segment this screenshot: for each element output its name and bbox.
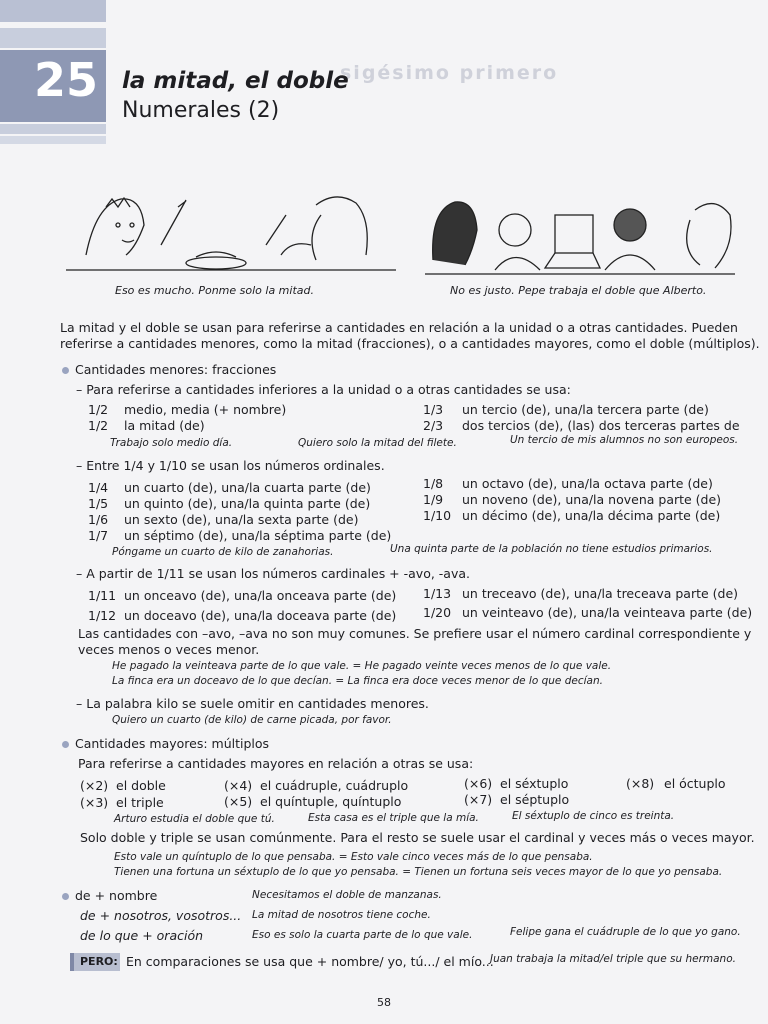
fraction-number: 1/8 [423, 476, 444, 491]
page-number: 58 [377, 996, 391, 1009]
show-through-text: sigésimo primero [340, 62, 559, 84]
unit-number: 25 [0, 50, 106, 122]
example: Tienen una fortuna un séxtuplo de lo que yo pensaba. = Tienen un fortuna seis veces mayor de lo que yo pensaba. [114, 866, 723, 878]
multiple-number: (×7) [464, 792, 493, 807]
header-decor-bar [0, 124, 106, 134]
multiple-text: el óctuplo [664, 776, 726, 791]
note: veces menos o veces menor. [78, 642, 260, 657]
example: Esta casa es el triple que la mía. [308, 812, 479, 824]
header-decor-bar [0, 28, 106, 48]
fraction-number: 1/6 [88, 512, 109, 527]
example: Esto vale un quíntuplo de lo que pensaba. = Esto vale cinco veces más de lo que pensaba. [114, 851, 593, 863]
section-multiplos [62, 736, 269, 752]
pero-text: En comparaciones se usa que + nombre/ yo, tú.../ el mío... [126, 954, 494, 969]
bullet-icon [62, 367, 69, 374]
fraction-text: dos tercios (de), (las) dos terceras partes de [462, 418, 740, 433]
example: Una quinta parte de la población no tiene estudios primarios. [390, 543, 713, 555]
example: Arturo estudia el doble que tú. [114, 813, 275, 825]
subheading: – Para referirse a cantidades inferiores a la unidad o a otras cantidades se usa: [76, 382, 571, 397]
fraction-number: 1/4 [88, 480, 109, 495]
subheading: – La palabra kilo se suele omitir en cantidades menores. [76, 696, 429, 711]
pero-example: Juan trabaja la mitad/el triple que su hermano. [490, 953, 736, 965]
example: Eso es solo la cuarta parte de lo que vale. [252, 929, 473, 941]
caption-right: No es justo. Pepe trabaja el doble que Alberto. [450, 284, 707, 297]
multiple-number: (×4) [224, 778, 253, 793]
fraction-number: 1/9 [423, 492, 444, 507]
subheading: Para referirse a cantidades mayores en relación a otras se usa: [78, 756, 474, 771]
multiple-number: (×3) [80, 795, 109, 810]
bullet-icon [62, 893, 69, 900]
illustration-restaurant [66, 185, 396, 280]
rule-oracion: de lo que + oración [80, 928, 204, 943]
example: El séxtuplo de cinco es treinta. [512, 810, 675, 822]
fraction-number: 1/2 [88, 402, 109, 417]
fraction-text: un cuarto (de), una/la cuarta parte (de) [124, 480, 371, 495]
example: Felipe gana el cuádruple de lo que yo gano. [510, 926, 741, 938]
fraction-text: un tercio (de), una/la tercera parte (de) [462, 402, 709, 417]
fraction-number: 1/20 [423, 605, 452, 620]
note: Solo doble y triple se usan comúnmente. Para el resto se suele usar el cardinal y veces más o veces mayor. [80, 830, 755, 845]
example: Póngame un cuarto de kilo de zanahorias. [112, 546, 334, 558]
section-fracciones [62, 362, 276, 378]
fraction-text: un octavo (de), una/la octava parte (de) [462, 476, 713, 491]
fraction-number: 1/2 [88, 418, 109, 433]
fraction-number: 1/13 [423, 586, 452, 601]
fraction-number: 2/3 [423, 418, 444, 433]
header-decor-bar [0, 136, 106, 144]
multiple-number: (×8) [626, 776, 655, 791]
multiple-number: (×2) [80, 778, 109, 793]
example: Quiero un cuarto (de kilo) de carne picada, por favor. [112, 714, 392, 726]
multiple-text: el séptuplo [500, 792, 570, 807]
multiple-text: el doble [116, 778, 166, 793]
fraction-text: un décimo (de), una/la décima parte (de) [462, 508, 721, 523]
fraction-text: un séptimo (de), una/la séptima parte (de) [124, 528, 392, 543]
fraction-text: un treceavo (de), una/la treceava parte (de) [462, 586, 739, 601]
rule-nombre [62, 888, 157, 904]
example: Quiero solo la mitad del filete. [298, 437, 457, 449]
fraction-number: 1/12 [88, 608, 117, 623]
pero-label: PERO: [70, 953, 120, 971]
example: La finca era un doceavo de lo que decían. = La finca era doce veces menor de lo que decían. [112, 675, 603, 687]
header-decor-bar [0, 0, 106, 22]
fraction-text: medio, media (+ nombre) [124, 402, 287, 417]
example: He pagado la veinteava parte de lo que vale. = He pagado veinte veces menos de lo que vale. [112, 660, 612, 672]
caption-left: Eso es mucho. Ponme solo la mitad. [115, 284, 314, 297]
fraction-text: un doceavo (de), una/la doceava parte (de) [124, 608, 397, 623]
bullet-icon [62, 741, 69, 748]
fraction-number: 1/5 [88, 496, 109, 511]
page-subtitle: Numerales (2) [122, 98, 280, 123]
multiple-text: el séxtuplo [500, 776, 569, 791]
intro-line: La mitad y el doble se usan para referirse a cantidades en relación a la unidad o a otras cantidades. Pueden [60, 320, 738, 335]
multiple-number: (×6) [464, 776, 493, 791]
multiple-number: (×5) [224, 794, 253, 809]
illustration-office [425, 190, 735, 280]
example: Un tercio de mis alumnos no son europeos. [510, 434, 739, 446]
subheading: – Entre 1/4 y 1/10 se usan los números ordinales. [76, 458, 385, 473]
page-title: la mitad, el doble [122, 68, 349, 94]
multiple-text: el quíntuple, quíntuplo [260, 794, 402, 809]
fraction-text: un noveno (de), una/la novena parte (de) [462, 492, 722, 507]
fraction-number: 1/10 [423, 508, 452, 523]
fraction-text: un quinto (de), una/la quinta parte (de) [124, 496, 371, 511]
fraction-number: 1/11 [88, 588, 117, 603]
note: Las cantidades con –avo, –ava no son muy comunes. Se prefiere usar el número cardinal correspondiente y [78, 626, 752, 641]
fraction-number: 1/3 [423, 402, 444, 417]
rule-pronombre: de + nosotros, vosotros... [80, 908, 242, 923]
section-title: Cantidades mayores: múltiplos [75, 736, 270, 751]
fraction-text: un veinteavo (de), una/la veinteava parte (de) [462, 605, 753, 620]
multiple-text: el cuádruple, cuádruplo [260, 778, 409, 793]
multiple-text: el triple [116, 795, 164, 810]
example: La mitad de nosotros tiene coche. [252, 909, 431, 921]
subheading: – A partir de 1/11 se usan los números cardinales + -avo, -ava. [76, 566, 470, 581]
section-title: Cantidades menores: fracciones [75, 362, 277, 377]
fraction-number: 1/7 [88, 528, 109, 543]
rule-text: de + nombre [75, 888, 158, 903]
example: Trabajo solo medio día. [110, 437, 233, 449]
intro-line: referirse a cantidades menores, como la mitad (fracciones), o a cantidades mayores, como el doble (múltiplos). [60, 336, 760, 351]
fraction-text: un sexto (de), una/la sexta parte (de) [124, 512, 359, 527]
example: Necesitamos el doble de manzanas. [252, 889, 442, 901]
fraction-text: la mitad (de) [124, 418, 205, 433]
fraction-text: un onceavo (de), una/la onceava parte (de) [124, 588, 397, 603]
